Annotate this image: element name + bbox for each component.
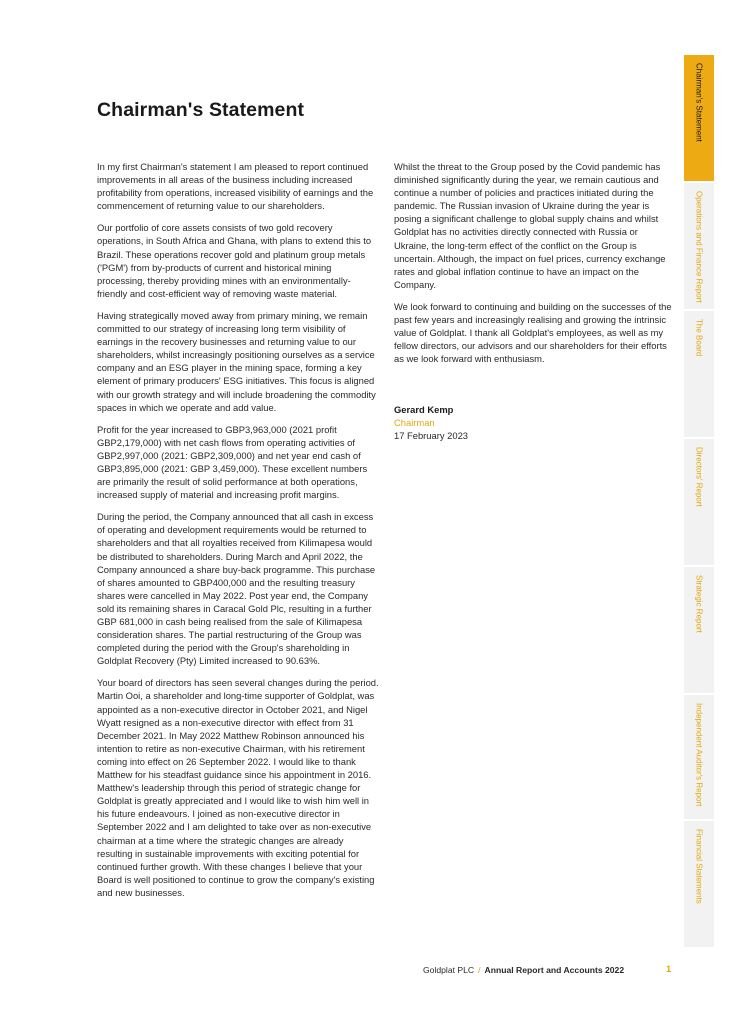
left-column <box>97 160 379 908</box>
tab-label: Independent Auditor's Report <box>694 703 704 807</box>
tab-label: The Board <box>694 319 704 357</box>
tab-financial-statements[interactable] <box>684 821 714 947</box>
right-column <box>394 160 674 374</box>
footer-report-title: Annual Report and Accounts 2022 <box>484 965 625 975</box>
tab-the-board[interactable] <box>684 311 714 437</box>
paragraph: Whilst the threat to the Group posed by the Covid pandemic has diminished significantly during the year, we remain cautious and continue a number of policies and practices initiated during the pandemic. The Russian invasion of Ukraine during the year is posing a significant challenge to global supply chains and whilst Goldplat has no activities directly connected with Russia or Ukraine, the long-term effect of the conflict on the Group is uncertain. Although, the impact on fuel prices, currency exchange rates and global inflation continue to have an impact on the Company. <box>394 161 666 290</box>
paragraph: We look forward to continuing and building on the successes of the past few years and increasingly realising and growing the intrinsic value of Goldplat. I thank all Goldplat's employees, as well as my fellow directors, our advisors and our shareholders for their efforts as we look forward with enthusiasm. <box>394 300 672 365</box>
tab-label: Operations and Finance Report <box>694 191 704 303</box>
paragraph: Our portfolio of core assets consists of two gold recovery operations, in South Africa and Ghana, with plans to extend this to Brazil. These operations recover gold and platinum group metals ('PGM') from by-products of current and historical mining processing, thereby providing mines with an environmentally-friendly and cost-efficient way of removing waste material. <box>97 222 372 299</box>
tab-label: Chairman's Statement <box>694 63 704 142</box>
paragraph: Having strategically moved away from primary mining, we remain committed to our strategy of increasing long term visibility of earnings in the recovery businesses and returning value to our shareholders, whilst increasingly positioning ourselves as a service company and an ESG player in the mining space, forming a key element of primary producers' ESG initiatives. This focus is aligned with our growth strategy and will include broadening the commodity spaces in which we operate and add value. <box>97 309 376 413</box>
tab-label: Strategic Report <box>694 575 704 633</box>
signatory-name: Gerard Kemp <box>394 404 454 415</box>
page-number: 1 <box>666 964 672 975</box>
tab-strategic-report[interactable] <box>684 567 714 693</box>
footer-company: Goldplat PLC <box>423 965 475 975</box>
paragraph: During the period, the Company announced that all cash in excess of operating and development requirements would be returned to shareholders and that all royalties received from Kilimapesa would be distributed to shareholders. During March and April 2022, the Company announced a share buy-back programme. This purchase of shares amounted to GBP400,000 and the resulting treasury shares were cancelled in May 2022. Post year end, the Company sold its remaining shares in Caracal Gold Plc, resulting in a further GBP 681,000 in cash being realised from the sale of Kilimapesa consideration shares. The partial restructuring of the Group was completed during the period with the Group's shareholding in Goldplat Recovery (Pty) Limited increased to 90.63%. <box>97 511 376 667</box>
tab-label: Financial Statements <box>694 829 704 904</box>
tab-chairmans-statement[interactable] <box>684 55 714 181</box>
signature-date: 17 February 2023 <box>394 430 469 441</box>
signatory-role: Chairman <box>394 417 435 428</box>
tab-operations-finance-report[interactable] <box>684 183 714 309</box>
paragraph: Your board of directors has seen several changes during the period. Martin Ooi, a shareholder and long-time supporter of Goldplat, was appointed as a non-executive director in October 2021, and Nigel Wyatt resigned as a non-executive director with effect from 31 December 2021. In May 2022 Matthew Robinson announced his intention to retire as non-executive Chairman, with his retirement coming into effect on 26 September 2022. I would like to thank Matthew for his steadfast guidance since his appointment in 2016. Matthew's leadership through this period of strategic change for Goldplat is greatly appreciated and I would like to wish him well in his future endeavours. I joined as non-executive director in September 2022 and I am delighted to take over as non-executive chairman at a time where the strategic changes are already resulting in sustainable improvements with exciting potential for continued further growth. With these changes I believe that your Board is well positioned to continue to grow the company's existing and new businesses. <box>97 677 379 898</box>
page-title: Chairman's Statement <box>97 99 305 121</box>
paragraph: In my first Chairman's statement I am pleased to report continued improvements in all areas of the business including increased profitability from operations, increased visibility of earnings and the commencement of returning value to our shareholders. <box>97 161 374 212</box>
tab-directors-report[interactable] <box>684 439 714 565</box>
page-footer <box>423 965 624 975</box>
section-sidebar <box>684 55 714 949</box>
footer-separator: / <box>478 965 481 975</box>
paragraph: Profit for the year increased to GBP3,963,000 (2021 profit GBP2,179,000) with net cash flows from operating activities of GBP2,997,000 (2021: GBP2,309,000) and net year end cash of GBP3,895,000 (2021: GBP 3,459,000). These excellent numbers are primarily the result of solid performance at both operations, increased supply of material and increasing profit margins. <box>97 423 368 501</box>
tab-label: Directors' Report <box>694 447 704 507</box>
tab-independent-auditors-report[interactable] <box>684 695 714 819</box>
